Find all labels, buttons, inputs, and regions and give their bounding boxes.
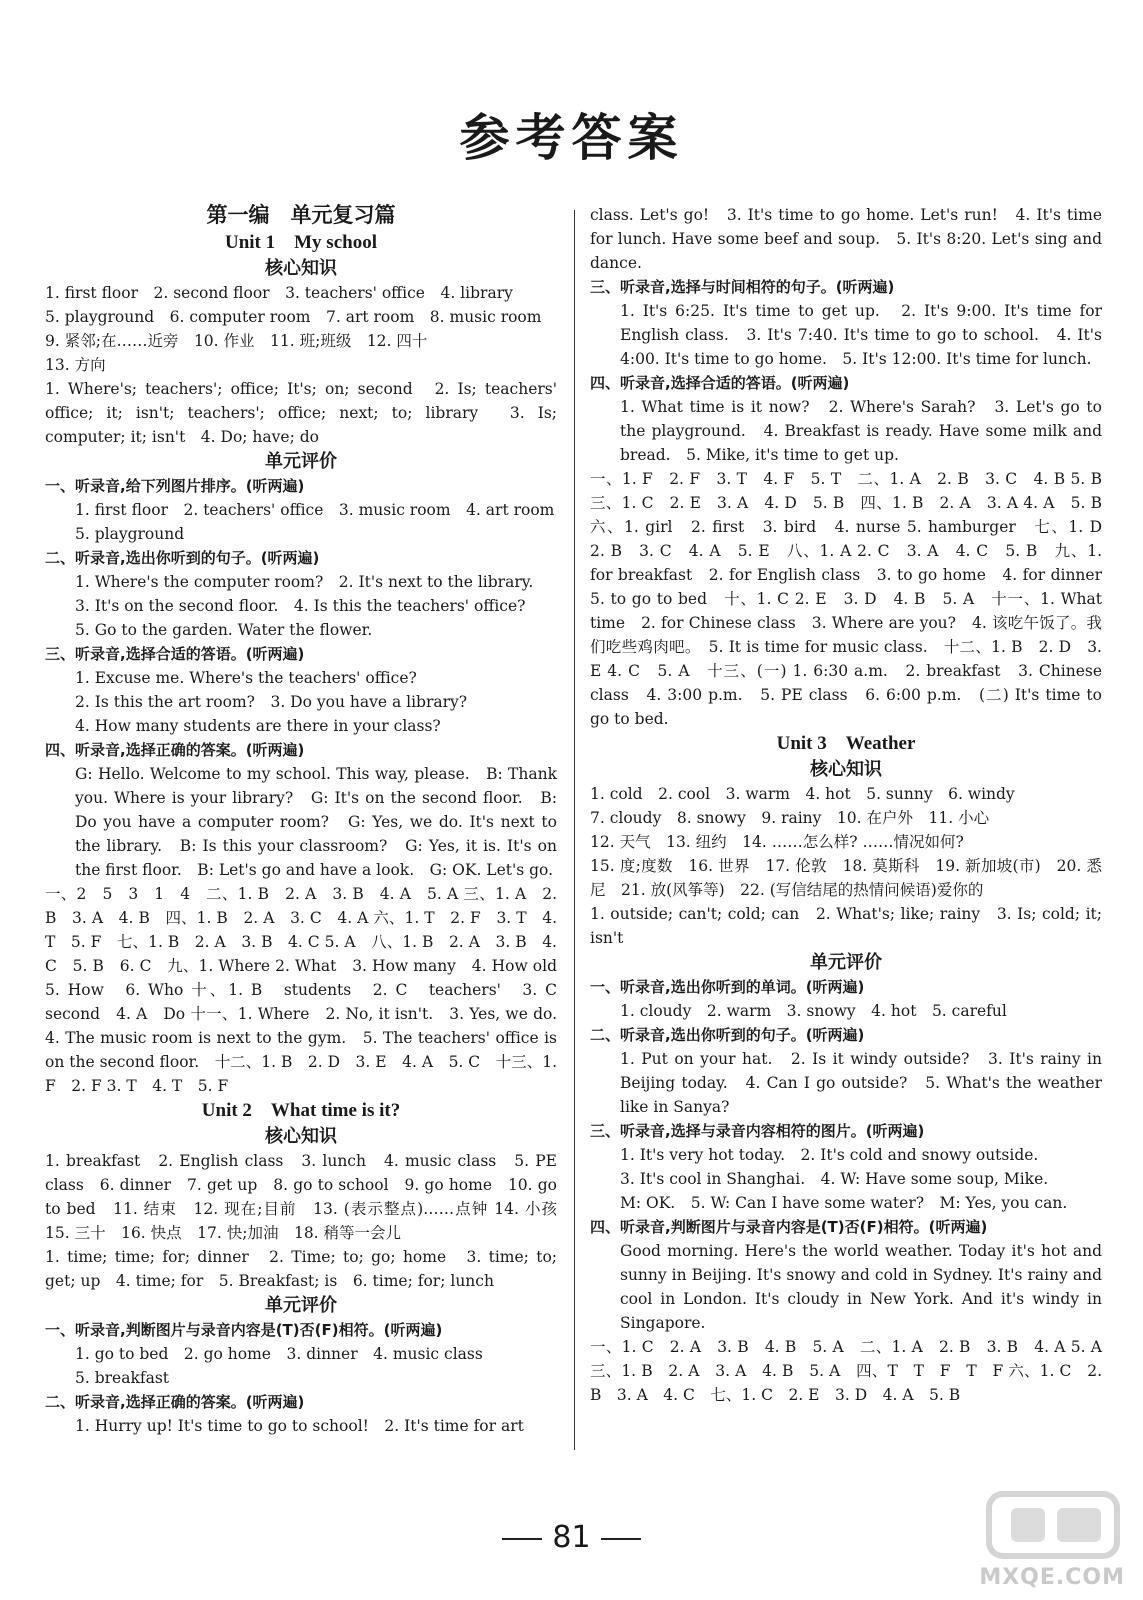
answer-paragraph: 一、2 5 3 1 4 二、1. B 2. A 3. B 4. A 5. A 三、1. A 2. B 3. A 4. B 四、1. B 2. A 3. C 4. A 六、1. T 2. F 3. T 4. T 5. F 七、1. B 2. A 3. B 4. C 5. A 八、1. B 2. A 3. B 4. C 5. B 6. C 九、1. Where 2. What 3. How many 4. How old 5. How 6. Who 十、1. B students 2. C teachers' 3. C second 4. A Do 十一、1. Where 2. No, it isn't. 3. Yes, we do. 4. The music room is next to the gym. 5. The teachers' office is on the second floor. 十二、1. B 2. D 3. E 4. A 5. C 十三、1. F 2. F 3. T 4. T 5. F <box>45 885 573 1095</box>
answer-text: 3. It's on the second floor. 4. Is this the teachers' office? <box>75 597 526 615</box>
answer-paragraph: 1. first floor 2. second floor 3. teachers' office 4. library <box>45 284 513 302</box>
answer-text: 1. Where's the computer room? 2. It's next to the library. <box>75 573 534 591</box>
exercise-heading: 二、听录音,选择正确的答案。(听两遍) <box>45 1393 305 1411</box>
watermark-logo <box>949 1488 1129 1592</box>
dash-right <box>601 1538 641 1540</box>
answer-text: Good morning. Here's the world weather. Today it's hot and sunny in Beijing. It's snowy and cold in Sydney. It's rainy and cool in London. It's cloudy in New York. And it's windy in Singapore. <box>620 1242 1102 1332</box>
exercise-heading: 二、听录音,选出你听到的句子。(听两遍) <box>45 549 320 567</box>
exercise-heading: 三、听录音,选择与时间相符的句子。(听两遍) <box>590 278 895 296</box>
exercise-heading: 二、听录音,选出你听到的句子。(听两遍) <box>590 1026 865 1044</box>
answer-paragraph: 1. Where's; teachers'; office; It's; on; second 2. Is; teachers' office; it; isn't; teachers'; office; next; to; library 3. Is; computer; it; isn't 4. Do; have; do <box>45 380 557 446</box>
page-title: 参考答案 <box>459 109 684 167</box>
answer-text: G: Hello. Welcome to my school. This way, please. B: Thank you. Where is your library? G: It's on the second floor. B: Do you have a computer room? G: Yes, we do. It's next to the library. B: Is this your classroom? G: Yes, it is. It's on the first floor. B: Let's go and have a look. G: OK. Let's go. <box>75 765 557 879</box>
answer-paragraph: 1. cold 2. cool 3. warm 4. hot 5. sunny 6. windy <box>590 785 1015 803</box>
watermark-text: MXQE.COM <box>979 1565 1125 1590</box>
answer-paragraph: 5. playground 6. computer room 7. art room 8. music room <box>45 308 542 326</box>
answer-text: 5. Go to the garden. Water the flower. <box>75 621 373 639</box>
answer-text: 2. Is this the art room? 3. Do you have a library? <box>75 693 468 711</box>
dash-left <box>502 1538 542 1540</box>
exercise-heading: 一、听录音,选出你听到的单词。(听两遍) <box>590 978 865 996</box>
section-heading: 核心知识 <box>265 1126 337 1147</box>
section-heading: 核心知识 <box>265 258 337 279</box>
answer-paragraph: 7. cloudy 8. snowy 9. rainy 10. 在户外 11. 小心 <box>590 809 990 827</box>
left-column <box>45 200 573 1438</box>
part-heading: 第一编 单元复习篇 <box>206 203 396 227</box>
section-heading: 核心知识 <box>810 759 882 780</box>
answer-paragraph: 1. outside; can't; cold; can 2. What's; like; rainy 3. Is; cold; it; isn't <box>590 905 1102 947</box>
unit-heading: Unit 3 Weather <box>776 733 916 754</box>
unit-heading: Unit 2 What time is it? <box>201 1100 401 1121</box>
answer-paragraph: 15. 度;度数 16. 世界 17. 伦敦 18. 莫斯科 19. 新加坡(市) 20. 悉尼 21. 放(风筝等) 22. (写信结尾的热情问候语)爱你的 <box>590 857 1102 899</box>
exercise-heading: 一、听录音,给下列图片排序。(听两遍) <box>45 477 305 495</box>
section-heading: 单元评价 <box>265 1295 337 1316</box>
section-heading: 单元评价 <box>810 952 882 973</box>
exercise-heading: 一、听录音,判断图片与录音内容是(T)否(F)相符。(听两遍) <box>45 1321 443 1339</box>
answer-paragraph: 12. 天气 13. 纽约 14. ……怎么样? ……情况如何? <box>590 833 964 851</box>
section-heading: 单元评价 <box>265 451 337 472</box>
answer-text: 1. go to bed 2. go home 3. dinner 4. music class <box>75 1345 483 1363</box>
answer-paragraph: 一、1. C 2. A 3. B 4. B 5. A 二、1. A 2. B 3. B 4. A 5. A 三、1. B 2. A 3. A 4. B 5. A 四、T T F T F 六、1. C 2. B 3. A 4. C 七、1. C 2. E 3. D 4. A 5. B <box>590 1338 1118 1404</box>
unit-heading: Unit 1 My school <box>224 232 377 253</box>
exercise-heading: 四、听录音,选择合适的答语。(听两遍) <box>590 374 850 392</box>
answer-paragraph: class. Let's go! 3. It's time to go home. Let's run! 4. It's time for lunch. Have some beef and soup. 5. It's 8:20. Let's sing and dance. <box>590 206 1102 272</box>
answer-text: 1. Excuse me. Where's the teachers' office? <box>75 669 417 687</box>
answer-text: 1. It's very hot today. 2. It's cold and snowy outside. <box>620 1146 1039 1164</box>
exercise-heading: 三、听录音,选择与录音内容相符的图片。(听两遍) <box>590 1122 925 1140</box>
column-divider <box>574 210 575 1450</box>
answer-text: 1. What time is it now? 2. Where's Sarah? 3. Let's go to the playground. 4. Breakfast is ready. Have some milk and bread. 5. Mike, it's time to get up. <box>620 398 1102 464</box>
answer-text: 5. breakfast <box>75 1369 170 1387</box>
answer-text: 1. first floor 2. teachers' office 3. music room 4. art room <box>75 501 555 519</box>
answer-text: 3. It's cool in Shanghai. 4. W: Have some soup, Mike. <box>620 1170 1049 1188</box>
answer-paragraph: 一、1. F 2. F 3. T 4. F 5. T 二、1. A 2. B 3. C 4. B 5. B 三、1. C 2. E 3. A 4. D 5. B 四、1. B 2. A 3. A 4. A 5. B 六、1. girl 2. first 3. bird 4. nurse 5. hamburger 七、1. D 2. B 3. C 4. A 5. E 八、1. A 2. C 3. A 4. C 5. B 九、1. for breakfast 2. for English class 3. to go home 4. for dinner 5. to go to bed 十、1. C 2. E 3. D 4. B 5. A 十一、1. What time 2. for Chinese class 3. Where are you? 4. 该吃午饭了。我们吃些鸡肉吧。 5. It is time for music class. 十二、1. B 2. D 3. E 4. C 5. A 十三、(一) 1. 6:30 a.m. 2. breakfast 3. Chinese class 4. 3:00 p.m. 5. PE class 6. 6:00 p.m. (二) It's time to go to bed. <box>590 470 1118 728</box>
answer-text: 1. Put on your hat. 2. Is it windy outside? 3. It's rainy in Beijing today. 4. Can I go outside? 5. What's the weather like in Sanya? <box>620 1050 1102 1116</box>
answer-text: M: OK. 5. W: Can I have some water? M: Yes, you can. <box>620 1194 1068 1212</box>
answer-text: 5. playground <box>75 525 185 543</box>
answer-paragraph: 1. time; time; for; dinner 2. Time; to; go; home 3. time; to; get; up 4. time; for 5. Breakfast; is 6. time; for; lunch <box>45 1248 557 1290</box>
answer-text: 1. It's 6:25. It's time to get up. 2. It's 9:00. It's time for English class. 3. It's 7:40. It's time to go to school. 4. It's 4:00. It's time to go home. 5. It's 12:00. It's time for lunch. <box>620 302 1102 368</box>
exercise-heading: 三、听录音,选择合适的答语。(听两遍) <box>45 645 305 663</box>
right-column <box>590 203 1118 1407</box>
answer-text: 1. cloudy 2. warm 3. snowy 4. hot 5. careful <box>620 1002 1007 1020</box>
exercise-heading: 四、听录音,判断图片与录音内容是(T)否(F)相符。(听两遍) <box>590 1218 988 1236</box>
answer-text: 1. Hurry up! It's time to go to school! 2. It's time for art <box>75 1417 524 1435</box>
page-number-value: 81 <box>552 1520 591 1555</box>
answer-paragraph: 13. 方向 <box>45 356 106 374</box>
answer-text: 4. How many students are there in your class? <box>75 717 441 735</box>
answer-paragraph: 9. 紧邻;在……近旁 10. 作业 11. 班;班级 12. 四十 <box>45 332 428 350</box>
answer-paragraph: 1. breakfast 2. English class 3. lunch 4. music class 5. PE class 6. dinner 7. get up 8. go to school 9. go home 10. go to bed 11. 结束 12. 现在;目前 13. (表示整点)……点钟 14. 小孩 15. 三十 16. 快点 17. 快;加油 18. 稍等一会儿 <box>45 1152 573 1242</box>
exercise-heading: 四、听录音,选择正确的答案。(听两遍) <box>45 741 305 759</box>
